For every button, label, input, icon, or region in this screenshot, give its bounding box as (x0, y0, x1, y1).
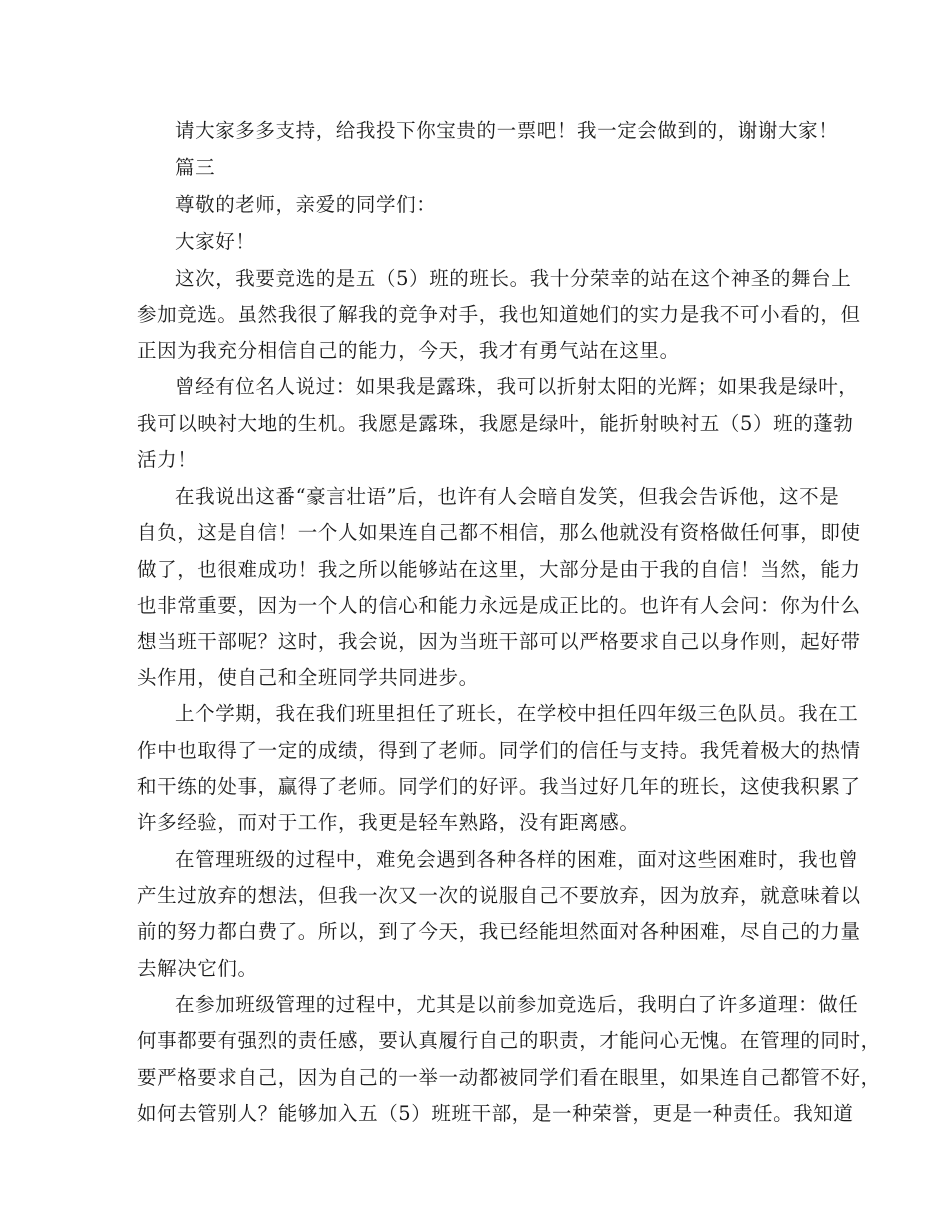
text-line: 去解决它们。 (137, 957, 258, 980)
text-line: 如何去管别人？能够加入五（5）班班干部，是一种荣誉，更是一种责任。我知道 (137, 1102, 854, 1125)
text-line: 请大家多多支持，给我投下你宝贵的一票吧！我一定会做到的，谢谢大家！ (175, 119, 839, 142)
text-line: 自负，这是自信！一个人如果连自己都不相信，那么他就没有资格做任何事，即使 (137, 521, 861, 544)
text-line: 在我说出这番“豪言壮语”后，也许有人会暗自发笑，但我会告诉他，这不是 (175, 485, 840, 508)
text-line: 许多经验，而对于工作，我更是轻车熟路，没有距离感。 (137, 811, 640, 834)
text-line: 想当班干部呢？这时，我会说，因为当班干部可以严格要求自己以身作则，起好带 (137, 630, 861, 653)
text-line: 我可以映衬大地的生机。我愿是露珠，我愿是绿叶，能折射映衬五（5）班的蓬勃 (137, 412, 854, 435)
section-heading: 篇三 (175, 156, 216, 179)
text-line: 正因为我充分相信自己的能力，今天，我才有勇气站在这里。 (137, 339, 680, 362)
text-line: 在参加班级管理的过程中，尤其是以前参加竞选后，我明白了许多道理：做任 (175, 993, 859, 1016)
text-line: 曾经有位名人说过：如果我是露珠，我可以折射太阳的光辉；如果我是绿叶， (175, 375, 859, 398)
text-line: 何事都要有强烈的责任感，要认真履行自己的职责，才能问心无愧。在管理的同时， (137, 1029, 881, 1052)
text-line: 作中也取得了一定的成绩，得到了老师。同学们的信任与支持。我凭着极大的热情 (137, 739, 861, 762)
greeting: 大家好！ (175, 230, 256, 253)
salutation: 尊敬的老师，亲爱的同学们： (175, 193, 437, 216)
text-line: 上个学期，我在我们班里担任了班长，在学校中担任四年级三色队员。我在工 (175, 702, 859, 725)
text-line: 参加竞选。虽然我很了解我的竞争对手，我也知道她们的实力是我不可小看的，但 (137, 303, 861, 326)
text-line: 这次，我要竞选的是五（5）班的班长。我十分荣幸的站在这个神圣的舞台上 (175, 267, 852, 290)
text-line: 活力！ (137, 448, 198, 471)
text-line: 和干练的处事，赢得了老师。同学们的好评。我当过好几年的班长，这使我积累了 (137, 775, 861, 798)
text-line: 头作用，使自己和全班同学共同进步。 (137, 666, 479, 689)
text-line: 也非常重要，因为一个人的信心和能力永远是成正比的。也许有人会问：你为什么 (137, 594, 861, 617)
text-line: 做了，也很难成功！我之所以能够站在这里，大部分是由于我的自信！当然，能力 (137, 558, 861, 581)
text-line: 产生过放弃的想法，但我一次又一次的说服自己不要放弃，因为放弃，就意味着以 (137, 884, 861, 907)
text-line: 要严格要求自己，因为自己的一举一动都被同学们看在眼里，如果连自己都管不好， (137, 1066, 881, 1089)
text-line: 前的努力都白费了。所以，到了今天，我已经能坦然面对各种困难，尽自己的力量 (137, 920, 861, 943)
text-line: 在管理班级的过程中，难免会遇到各种各样的困难，面对这些困难时，我也曾 (175, 848, 859, 871)
